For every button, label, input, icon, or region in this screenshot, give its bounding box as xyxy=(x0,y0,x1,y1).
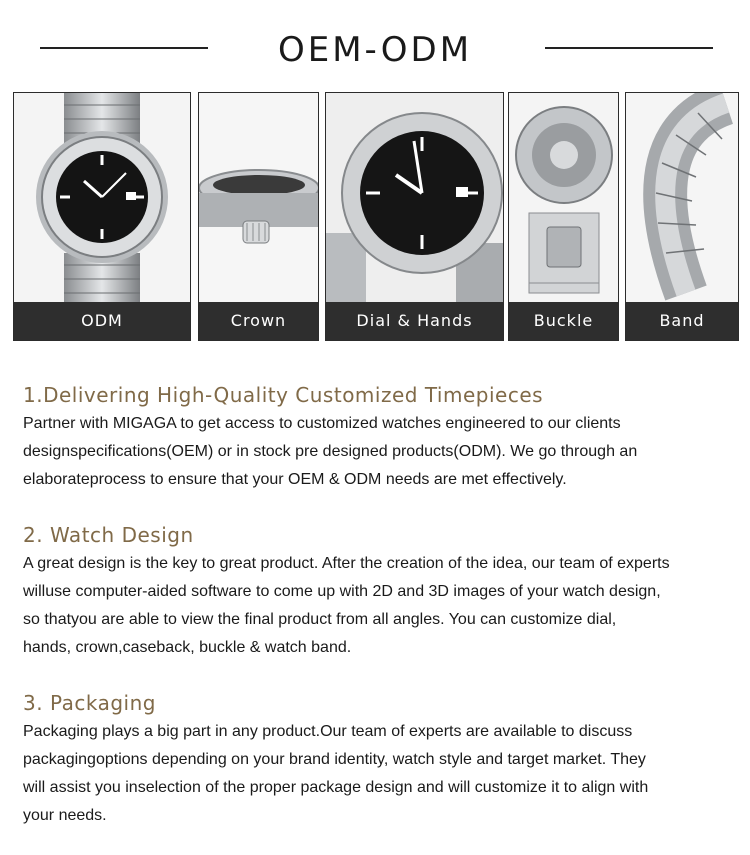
body-line: willuse computer-aided software to come up with 2D and 3D images of your watch design, xyxy=(23,583,661,600)
section-heading: 3. Packaging xyxy=(23,691,156,715)
card-crown[interactable] xyxy=(198,92,319,341)
page-header xyxy=(0,22,750,78)
body-line: so thatyou are able to view the final product from all angles. You can customize dial, xyxy=(23,611,617,628)
section-watch-design xyxy=(23,522,733,662)
card-label: Crown xyxy=(199,302,318,340)
section-body xyxy=(23,410,733,494)
body-line: A great design is the key to great product. After the creation of the idea, our team of experts xyxy=(23,555,670,572)
body-line: designspecifications(OEM) or in stock pre designed products(ODM). We go through an xyxy=(23,443,638,460)
dial-hands-image xyxy=(326,93,503,303)
body-line: Partner with MIGAGA to get access to customized watches engineered to our clients xyxy=(23,415,621,432)
section-heading: 2. Watch Design xyxy=(23,523,194,547)
feature-cards xyxy=(13,92,739,341)
section-body xyxy=(23,550,733,662)
card-dial-hands[interactable] xyxy=(325,92,504,341)
section-body xyxy=(23,718,733,830)
section-packaging xyxy=(23,690,733,830)
buckle-caseback-image xyxy=(509,93,618,303)
body-line: will assist you inselection of the proper package design and will customize it to align with xyxy=(23,779,649,796)
page-title: OEM-ODM xyxy=(277,30,473,70)
body-line: elaborateprocess to ensure that your OEM & ODM needs are met effectively. xyxy=(23,471,567,488)
body-line: packagingoptions depending on your brand identity, watch style and target market. They xyxy=(23,751,646,768)
card-label: Dial & Hands xyxy=(326,302,503,340)
card-odm[interactable] xyxy=(13,92,191,341)
crown-closeup-image xyxy=(199,93,318,303)
card-buckle[interactable] xyxy=(508,92,619,341)
header-divider-right xyxy=(545,47,713,49)
card-label: ODM xyxy=(14,302,190,340)
section-customized-timepieces xyxy=(23,382,733,494)
body-line: your needs. xyxy=(23,807,107,824)
card-label: Band xyxy=(626,302,738,340)
body-line: Packaging plays a big part in any product.Our team of experts are available to discuss xyxy=(23,723,633,740)
card-label: Buckle xyxy=(509,302,618,340)
section-heading: 1.Delivering High-Quality Customized Timepieces xyxy=(23,383,544,407)
watch-front-image xyxy=(14,93,190,303)
bracelet-band-image xyxy=(626,93,738,303)
body-line: hands, crown,caseback, buckle & watch band. xyxy=(23,639,352,656)
card-band[interactable] xyxy=(625,92,739,341)
